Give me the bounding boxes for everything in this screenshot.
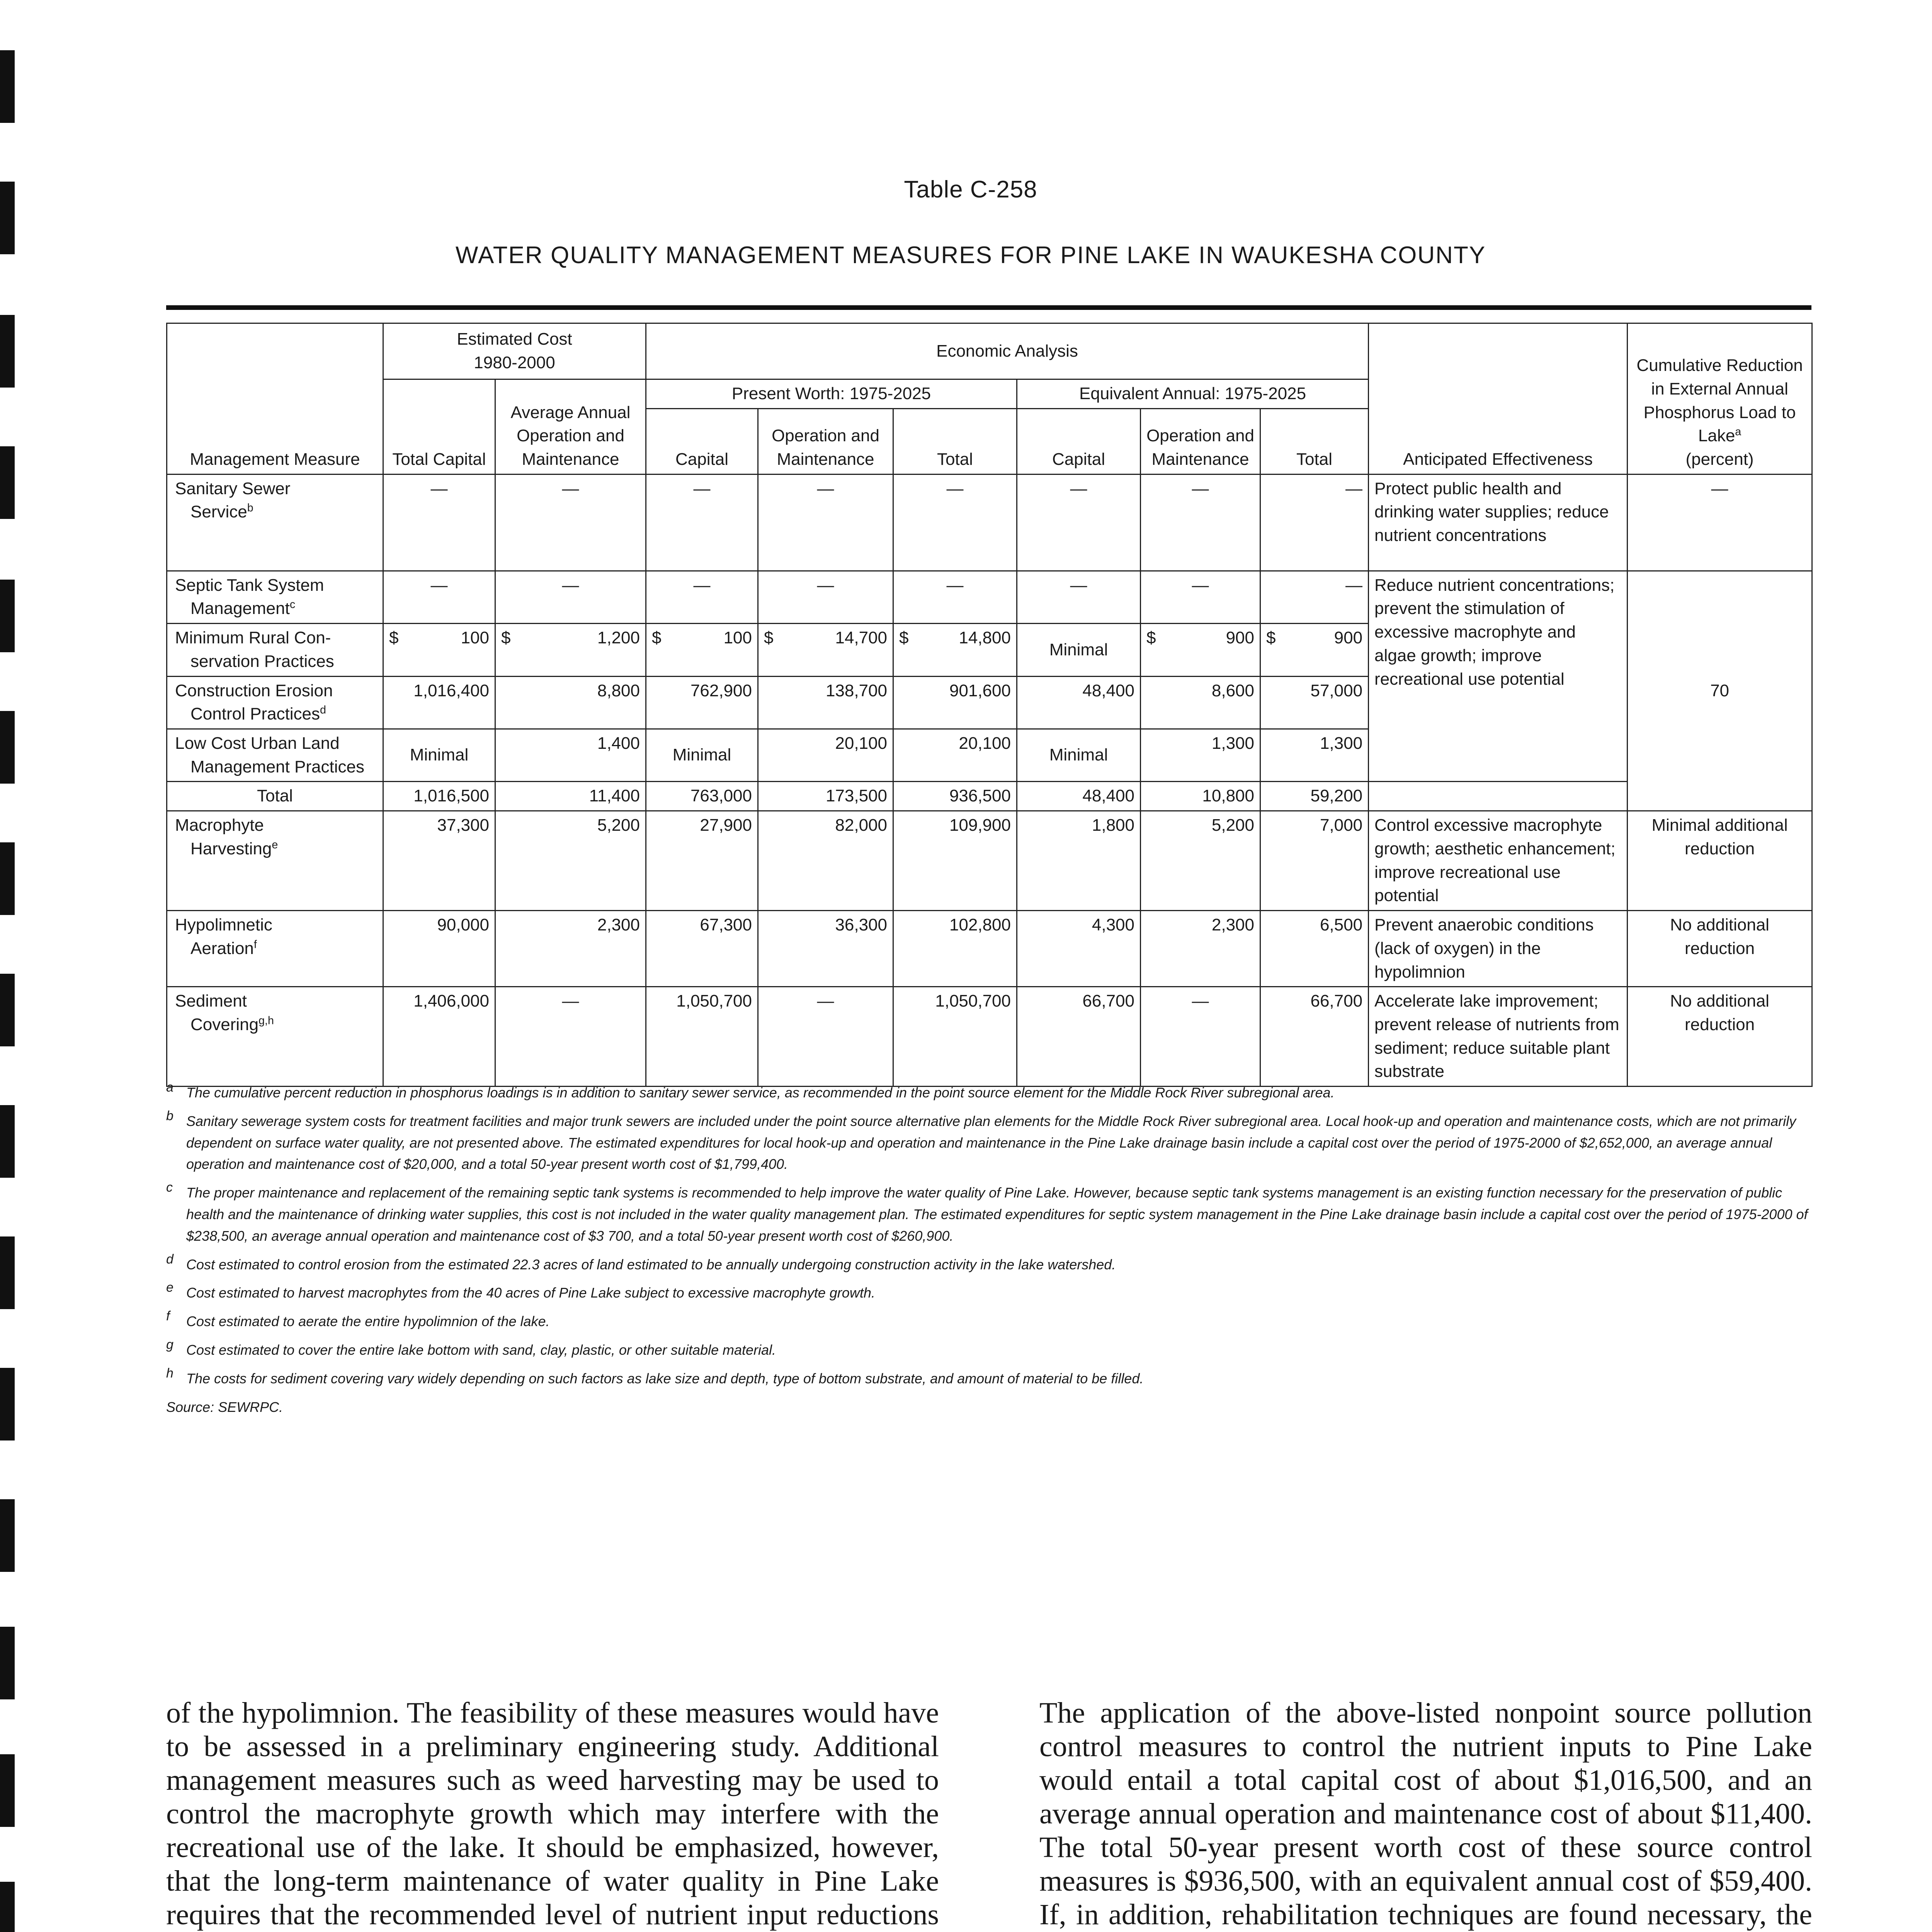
total-capital-cell: [383, 624, 495, 676]
dollar-sign: $: [1266, 628, 1276, 648]
footnote-text: The costs for sediment covering vary widely depending on such factors as lake size and depth, type of bottom substrate, and amount of material to be filled.: [186, 1370, 1144, 1386]
footnote: [166, 1182, 1811, 1247]
avg-om-cell: —: [495, 474, 646, 571]
footnote-ref: g,h: [259, 1014, 274, 1027]
header-pw-om: Operation and Maintenance: [758, 408, 893, 474]
pw-capital-cell: —: [646, 474, 758, 571]
header-equivalent-annual: Equivalent Annual: 1975-2025: [1017, 379, 1369, 409]
header-anticipated-effectiveness: Anticipated Effectiveness: [1369, 323, 1628, 474]
header-management-measure: Management Measure: [167, 323, 383, 474]
body-paragraph: of the hypolimnion. The feasibility of these measures would have to be assessed in a preliminary engineering study. Additional management measures such as weed harvesting may be used to control the macrophyte growth which may interfere with the recreational use of the lake. It should be emphasized, however, that the long-term maintenance of water quality in Pine Lake requires that the recommended level of nutrient input reductions: [166, 1697, 939, 1931]
reduction-cell: No additional reduction: [1628, 987, 1812, 1087]
pw-total-cell: —: [893, 474, 1017, 571]
measure-label: Management Practices: [190, 757, 364, 776]
header-economic-analysis: Economic Analysis: [646, 323, 1369, 379]
binding-mark: [0, 1499, 15, 1572]
footnote-mark: f: [166, 1309, 170, 1324]
binding-mark: [0, 580, 15, 652]
measure-label: Management: [190, 599, 290, 618]
footnote-mark: a: [166, 1080, 173, 1095]
header-avg-annual-om: Average Annual Operation and Maintenance: [495, 379, 646, 474]
measure-cell: [167, 811, 383, 911]
pw-om-cell: 82,000: [758, 811, 893, 911]
avg-om-cell: —: [495, 571, 646, 623]
body-paragraph: The application of the above-listed nonpoint source pollution control measures to control the nutrient inputs to Pine Lake would entail a total capital cost of about $1,016,500, and an average annual operation and maintenance cost of about $11,400. The total 50-year present worth cost of these source control measures is $936,500, with an equivalent annual cost of $59,400. If, in addition, rehabilitation techniques are found necessary, the: [1039, 1697, 1812, 1931]
footnote-text: Sanitary sewerage system costs for treatment facilities and major trunk sewers are included under the point source alternative plan elements for the Middle Rock River subregional area. Local hook-up and operation and maintenance costs, which are not primarily dependent on surface water quality, are not presented above. The estimated expenditures for local hook-up and operation and maintenance in the Pine Lake drainage basin include a capital cost over the period of 1975-2000 of $2,652,000, an average annual operation and maintenance cost of $20,000, and a total 50-year present worth cost of $1,799,400.: [186, 1113, 1796, 1172]
footnote: [166, 1311, 1811, 1332]
header-estimated-cost-label: Estimated Cost: [457, 330, 572, 349]
footnote-text: Cost estimated to aerate the entire hypolimnion of the lake.: [186, 1313, 550, 1330]
pw-total-cell: 936,500: [893, 782, 1017, 811]
ea-capital-cell: 1,800: [1017, 811, 1141, 911]
ea-capital-cell: 48,400: [1017, 676, 1141, 729]
measure-label: Low Cost Urban Land: [175, 734, 340, 753]
total-capital-cell: —: [383, 474, 495, 571]
cost-table: [166, 323, 1813, 1087]
dollar-sign: $: [652, 628, 662, 648]
binding-mark: [0, 50, 15, 123]
ea-capital-cell: —: [1017, 474, 1141, 571]
avg-om-cell: [495, 624, 646, 676]
footnote-text: Cost estimated to control erosion from the estimated 22.3 acres of land estimated to be annually undergoing construction activity in the lake watershed.: [186, 1256, 1116, 1272]
footnote-ref: a: [1735, 425, 1742, 438]
pw-om-cell: 36,300: [758, 911, 893, 987]
binding-mark: [0, 315, 15, 388]
ea-total-cell: —: [1260, 571, 1369, 623]
dollar-sign: $: [1146, 628, 1156, 648]
ea-om-cell: —: [1141, 474, 1260, 571]
effectiveness-cell: Protect public health and drinking water supplies; reduce nutrient concentrations: [1369, 474, 1628, 571]
measure-cell: [167, 571, 383, 623]
pw-total-cell: 1,050,700: [893, 987, 1017, 1087]
ea-total-cell: 59,200: [1260, 782, 1369, 811]
footnote: [166, 1339, 1811, 1361]
pw-om-cell: —: [758, 571, 893, 623]
effectiveness-cell: Prevent anaerobic conditions (lack of oxygen) in the hypolimnion: [1369, 911, 1628, 987]
header-cumulative-reduction-unit: (percent): [1685, 450, 1754, 469]
footnote: [166, 1282, 1811, 1304]
footnote-ref: c: [289, 598, 296, 611]
total-capital-cell: —: [383, 571, 495, 623]
pw-total-cell: 901,600: [893, 676, 1017, 729]
cell-value: 900: [1334, 628, 1363, 648]
measure-label: Sediment: [175, 992, 247, 1011]
table-title: WATER QUALITY MANAGEMENT MEASURES FOR PINE LAKE IN WAUKESHA COUNTY: [455, 242, 1486, 269]
table-row: [167, 571, 1812, 623]
avg-om-cell: 2,300: [495, 911, 646, 987]
total-capital-cell: Minimal: [383, 729, 495, 782]
measure-label: Harvesting: [190, 839, 272, 858]
body-column-right: [1039, 1696, 1812, 1932]
avg-om-cell: 8,800: [495, 676, 646, 729]
measure-label: Minimum Rural Con-: [175, 628, 331, 648]
table-row: [167, 811, 1812, 911]
total-capital-cell: 1,406,000: [383, 987, 495, 1087]
avg-om-cell: —: [495, 987, 646, 1087]
binding-mark: [0, 1236, 15, 1309]
footnote-ref: e: [272, 838, 278, 851]
binding-mark: [0, 1754, 15, 1827]
ea-capital-cell: —: [1017, 571, 1141, 623]
cell-value: 900: [1226, 628, 1254, 648]
dollar-sign: $: [501, 628, 511, 648]
ea-om-cell: [1141, 624, 1260, 676]
footnote-mark: c: [166, 1180, 173, 1195]
cell-value: 100: [461, 628, 489, 648]
pw-capital-cell: —: [646, 571, 758, 623]
measure-cell: [167, 474, 383, 571]
cell-value: 100: [723, 628, 752, 648]
pw-total-cell: 102,800: [893, 911, 1017, 987]
reduction-cell: 70: [1628, 571, 1812, 811]
avg-om-cell: 5,200: [495, 811, 646, 911]
cell-value: 1,200: [597, 628, 640, 648]
pw-capital-cell: 67,300: [646, 911, 758, 987]
ea-total-cell: 7,000: [1260, 811, 1369, 911]
footnote-ref: f: [253, 938, 257, 951]
header-estimated-cost: [383, 323, 646, 379]
footnote: [166, 1368, 1811, 1389]
ea-capital-cell: 4,300: [1017, 911, 1141, 987]
measure-cell: [167, 624, 383, 676]
measure-label: Aeration: [190, 939, 254, 958]
effectiveness-cell: Accelerate lake improvement; prevent release of nutrients from sediment; reduce suitable plant substrate: [1369, 987, 1628, 1087]
footnotes: [166, 1082, 1811, 1418]
total-capital-cell: 90,000: [383, 911, 495, 987]
ea-om-cell: 2,300: [1141, 911, 1260, 987]
ea-total-cell: 6,500: [1260, 911, 1369, 987]
binding-mark: [0, 711, 15, 784]
ea-om-cell: 5,200: [1141, 811, 1260, 911]
binding-mark: [0, 974, 15, 1046]
footnote-ref: d: [320, 704, 326, 716]
footnote: [166, 1082, 1811, 1104]
header-pw-total: Total: [893, 408, 1017, 474]
pw-om-cell: 138,700: [758, 676, 893, 729]
cell-value: 14,700: [835, 628, 887, 648]
effectiveness-cell: Control excessive macrophyte growth; aesthetic enhancement; improve recreational use potential: [1369, 811, 1628, 911]
cell-value: 14,800: [959, 628, 1011, 648]
ea-om-cell: 1,300: [1141, 729, 1260, 782]
header-present-worth: Present Worth: 1975-2025: [646, 379, 1017, 409]
pw-capital-cell: 763,000: [646, 782, 758, 811]
binding-mark: [0, 1368, 15, 1440]
pw-capital-cell: 27,900: [646, 811, 758, 911]
reduction-cell: —: [1628, 474, 1812, 571]
measure-label: servation Practices: [190, 651, 334, 671]
source-note: Source: SEWRPC.: [166, 1399, 283, 1415]
footnote: [166, 1254, 1811, 1276]
ea-total-cell: [1260, 624, 1369, 676]
dollar-sign: $: [764, 628, 774, 648]
measure-label: Septic Tank System: [175, 575, 324, 595]
total-capital-cell: 1,016,400: [383, 676, 495, 729]
header-ea-total: Total: [1260, 408, 1369, 474]
table-number: Table C-258: [904, 176, 1037, 203]
header-cumulative-reduction-label: Cumulative Reduction in External Annual Phosphorus Load to Lake: [1636, 356, 1803, 446]
measure-label: Construction Erosion: [175, 681, 333, 700]
ea-capital-cell: Minimal: [1017, 624, 1141, 676]
reduction-cell: Minimal additional reduction: [1628, 811, 1812, 911]
measure-label: Control Practices: [190, 704, 320, 724]
header-total-capital: Total Capital: [383, 379, 495, 474]
dollar-sign: $: [389, 628, 399, 648]
table-header: [167, 323, 1812, 474]
footnote-text: Cost estimated to harvest macrophytes from the 40 acres of Pine Lake subject to excessive macrophyte growth.: [186, 1285, 875, 1301]
pw-capital-cell: 762,900: [646, 676, 758, 729]
pw-capital-cell: [646, 624, 758, 676]
footnote-mark: g: [166, 1337, 173, 1352]
pw-total-cell: [893, 624, 1017, 676]
total-capital-cell: 37,300: [383, 811, 495, 911]
ea-om-cell: —: [1141, 571, 1260, 623]
measure-label: Service: [190, 502, 247, 522]
total-capital-cell: 1,016,500: [383, 782, 495, 811]
measure-label: Hypolimnetic: [175, 915, 272, 935]
ea-capital-cell: 66,700: [1017, 987, 1141, 1087]
body-column-left: [166, 1696, 939, 1932]
pw-total-cell: —: [893, 571, 1017, 623]
avg-om-cell: 1,400: [495, 729, 646, 782]
header-ea-capital: Capital: [1017, 408, 1141, 474]
header-estimated-cost-period: 1980-2000: [474, 353, 555, 372]
footnote-text: The cumulative percent reduction in phosphorus loadings is in addition to sanitary sewer service, as recommended in the point source element for the Middle Rock River subregional area.: [186, 1085, 1335, 1100]
effectiveness-cell: [1369, 782, 1628, 811]
table-row: [167, 987, 1812, 1087]
footnote: [166, 1108, 1811, 1175]
pw-om-cell: —: [758, 987, 893, 1087]
ea-total-cell: 1,300: [1260, 729, 1369, 782]
reduction-cell: No additional reduction: [1628, 911, 1812, 987]
measure-label: Sanitary Sewer: [175, 479, 291, 498]
footnote-mark: b: [166, 1108, 173, 1123]
pw-total-cell: 20,100: [893, 729, 1017, 782]
pw-om-cell: —: [758, 474, 893, 571]
header-cumulative-reduction: [1628, 323, 1812, 474]
table-row-total: [167, 782, 1812, 811]
pw-total-cell: 109,900: [893, 811, 1017, 911]
table-row: [167, 474, 1812, 571]
pw-om-cell: [758, 624, 893, 676]
footnote-text: The proper maintenance and replacement of the remaining septic tank systems is recommended to help improve the water quality of Pine Lake. However, because septic tank systems management is an existing function necessary for the preservation of public health and the maintenance of drinking water supplies, this cost is not included in the water quality management plan. The estimated expenditures for septic system management in the Pine Lake drainage basin include a capital cost over the period of 1975-2000 of $238,500, an average annual operation and maintenance cost of $3 700, and a total 50-year present worth cost of $260,900.: [186, 1185, 1808, 1244]
table-top-rule: [166, 305, 1811, 310]
footnote-ref: b: [247, 502, 253, 514]
header-ea-om: Operation and Maintenance: [1141, 408, 1260, 474]
pw-capital-cell: Minimal: [646, 729, 758, 782]
binding-mark: [0, 446, 15, 519]
measure-cell: [167, 987, 383, 1087]
binding-mark: [0, 842, 15, 915]
pw-om-cell: 173,500: [758, 782, 893, 811]
measure-cell: [167, 911, 383, 987]
total-label: Total: [167, 782, 383, 811]
pw-capital-cell: 1,050,700: [646, 987, 758, 1087]
ea-total-cell: —: [1260, 474, 1369, 571]
dollar-sign: $: [899, 628, 909, 648]
binding-mark: [0, 1627, 15, 1699]
table-row: [167, 911, 1812, 987]
measure-cell: [167, 676, 383, 729]
binding-mark: [0, 1882, 15, 1932]
ea-total-cell: 57,000: [1260, 676, 1369, 729]
footnote-mark: h: [166, 1366, 173, 1381]
ea-total-cell: 66,700: [1260, 987, 1369, 1087]
footnote-mark: d: [166, 1252, 173, 1267]
header-pw-capital: Capital: [646, 408, 758, 474]
avg-om-cell: 11,400: [495, 782, 646, 811]
footnote-mark: e: [166, 1280, 173, 1295]
effectiveness-cell: Reduce nutrient concentrations; prevent the stimulation of excessive macrophyte and algae growth; improve recreational use potential: [1369, 571, 1628, 782]
measure-label: Covering: [190, 1015, 259, 1034]
ea-capital-cell: 48,400: [1017, 782, 1141, 811]
ea-om-cell: 10,800: [1141, 782, 1260, 811]
ea-om-cell: —: [1141, 987, 1260, 1087]
footnote-text: Cost estimated to cover the entire lake bottom with sand, clay, plastic, or other suitable material.: [186, 1342, 776, 1358]
pw-om-cell: 20,100: [758, 729, 893, 782]
ea-om-cell: 8,600: [1141, 676, 1260, 729]
measure-cell: [167, 729, 383, 782]
measure-label: Macrophyte: [175, 816, 264, 835]
binding-mark: [0, 1105, 15, 1178]
ea-capital-cell: Minimal: [1017, 729, 1141, 782]
